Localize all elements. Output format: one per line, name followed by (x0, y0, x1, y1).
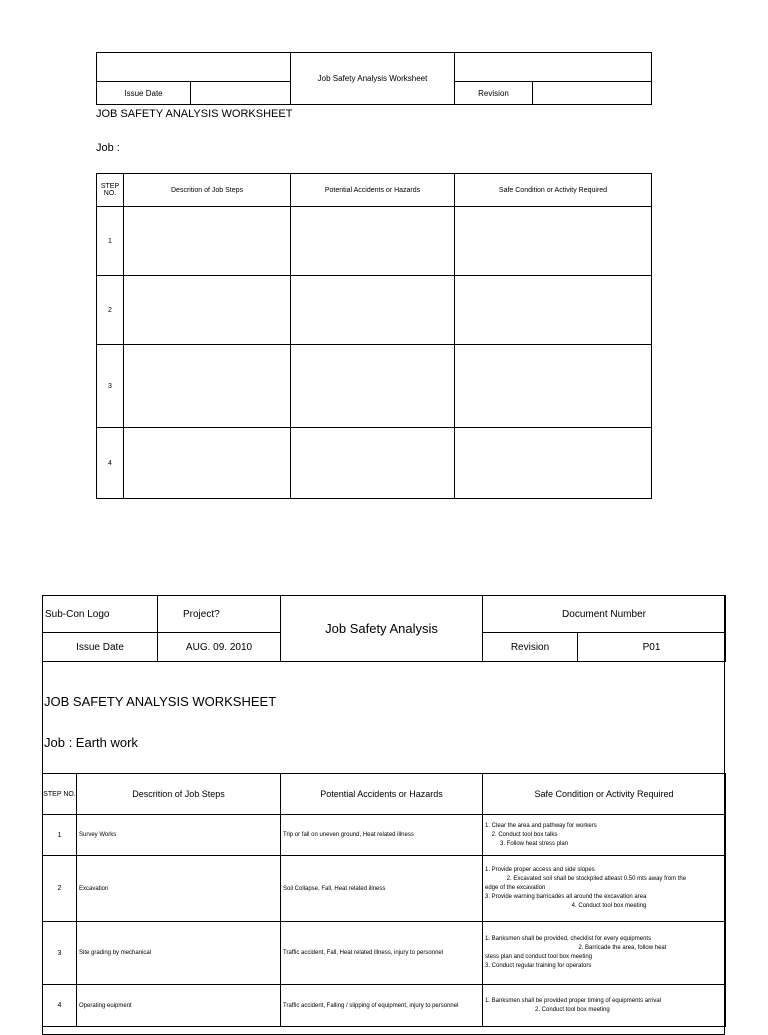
table-row (43, 985, 726, 1027)
step-description: Survey Works (77, 815, 281, 856)
table-row (97, 345, 652, 428)
form2-header-title: Job Safety Analysis (281, 596, 483, 662)
form2-issue-date-value: AUG. 09. 2010 (158, 633, 281, 662)
step-number: 2 (97, 276, 124, 345)
form2-logo-label: Sub-Con Logo (43, 596, 158, 633)
form2-col-description: Descrition of Job Steps (77, 774, 281, 815)
form1-col-safe: Safe Condition or Activity Required (455, 174, 652, 207)
step-number: 1 (97, 207, 124, 276)
form2-revision-value: P01 (578, 633, 726, 662)
step-hazard: Soil Collapse, Fall, Heat related illness (281, 856, 483, 922)
form2-steps-table (42, 773, 726, 1027)
form2-revision-label: Revision (483, 633, 578, 662)
step-safe-condition: 1. Banksmen shall be provided, checklist for every equipments 2. Barricade the area, follow heat stess plan and conduct tool box meeting 3. Conduct regular training for operators (483, 922, 726, 985)
step-safe-condition: 1. Clear the area and pathway for workers 2. Conduct tool box talks 3. Follow heat stress plan (483, 815, 726, 856)
step-description: Site grading by mechanical (77, 922, 281, 985)
step-number: 4 (43, 985, 77, 1027)
form2-document-number-label: Document Number (483, 596, 726, 633)
form1-issue-date-label: Issue Date (97, 82, 191, 105)
table-row (43, 922, 726, 985)
step-hazard: Traffic accident, Fall, Heat related illness, injury to personnel (281, 922, 483, 985)
form1-col-hazards: Potential Accidents or Hazards (291, 174, 455, 207)
form1-issue-date-value (191, 82, 291, 105)
form1-revision-value (533, 82, 652, 105)
step-safe-condition: 1. Banksmen shall be provided proper timing of equipments arrival 2. Conduct tool box meeting (483, 985, 726, 1027)
form1-logo-cell (97, 53, 291, 82)
form1-header-table (96, 52, 652, 105)
form1-steps-table (96, 173, 652, 499)
form2-job-label: Job : Earth work (44, 735, 138, 750)
form1-revision-label: Revision (455, 82, 533, 105)
form1-document-number-cell (455, 53, 652, 82)
step-number: 3 (97, 345, 124, 428)
table-row (97, 207, 652, 276)
table-row (43, 815, 726, 856)
step-number: 3 (43, 922, 77, 985)
step-safe-condition: 1. Provide proper access and side slopes 2. Excavated soil shall be stockpiled atleast 0.50 mts away from the edge of the excavation 3. Provide warning barricades all around the excavation area 4. Conduct tool box meeting (483, 856, 726, 922)
table-row (97, 428, 652, 499)
step-number: 1 (43, 815, 77, 856)
form2-col-hazards: Potential Accidents or Hazards (281, 774, 483, 815)
form1-header-title: Job Safety Analysis Worksheet (291, 53, 455, 105)
form1-heading: JOB SAFETY ANALYSIS WORKSHEET (96, 108, 293, 120)
form2-col-step-no: STEP NO. (43, 774, 77, 815)
step-description: Operating euipment (77, 985, 281, 1027)
step-number: 4 (97, 428, 124, 499)
step-description: Excavation (77, 856, 281, 922)
form2-issue-date-label: Issue Date (43, 633, 158, 662)
form2-project-label: Project? (158, 596, 281, 633)
form1-job-label: Job : (96, 142, 120, 154)
form2-heading: JOB SAFETY ANALYSIS WORKSHEET (44, 694, 277, 709)
step-hazard: Traffic accident, Falling / slipping of equipment, injury to personnel (281, 985, 483, 1027)
step-hazard: Trip or fall on uneven ground, Heat related illness (281, 815, 483, 856)
form2-header-table (42, 595, 726, 662)
table-row (97, 276, 652, 345)
form2-col-safe: Safe Condition or Activity Required (483, 774, 726, 815)
step-number: 2 (43, 856, 77, 922)
form1-col-description: Descrition of Job Steps (124, 174, 291, 207)
form1-col-step-no: STEP NO. (97, 174, 124, 207)
table-row (43, 856, 726, 922)
